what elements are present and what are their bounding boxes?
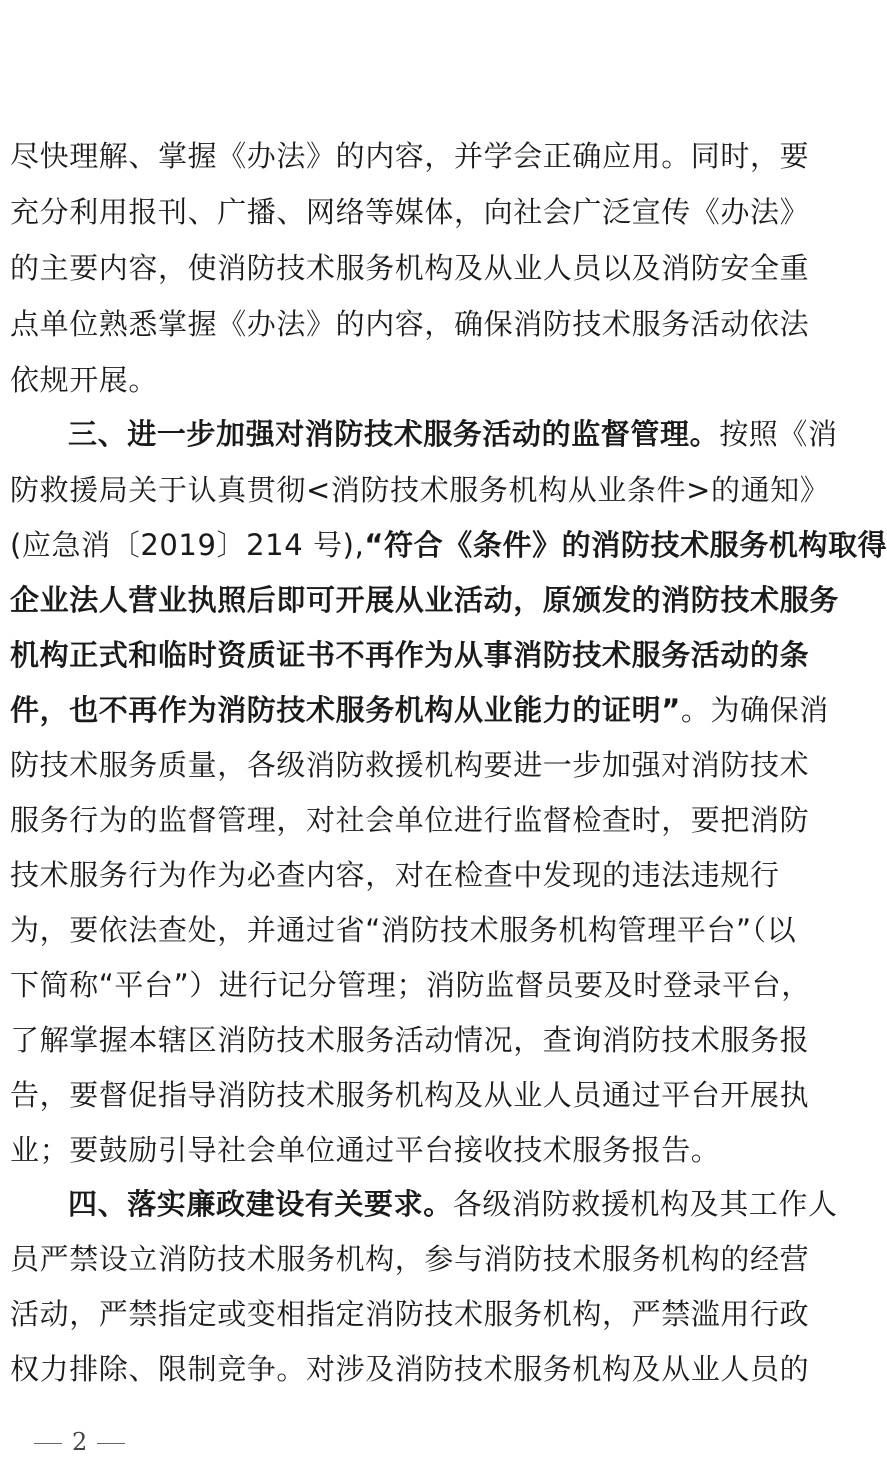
- line-text: 各级消防救援机构及其工作人: [452, 1187, 838, 1221]
- section-four-heading: 四、落实廉政建设有关要求。: [68, 1187, 453, 1221]
- line-text: 机构正式和临时资质证书不再作为从事消防技术服务活动的条: [10, 638, 810, 672]
- bold-quote: 件，也不再作为消防技术服务机构从业能力的证明”: [10, 693, 681, 727]
- line-text: 为，要依法查处，并通过省“消防技术服务机构管理平台”（以: [10, 913, 797, 947]
- line-text: 防技术服务质量，各级消防救援机构要进一步加强对消防技术: [10, 748, 810, 782]
- body-line: [10, 296, 822, 352]
- line-text: 服务行为的监督管理，对社会单位进行监督检查时，要把消防: [10, 803, 810, 837]
- line-text: 企业法人营业执照后即可开展从业活动，原颁发的消防技术服务: [10, 583, 839, 617]
- line-text: 业；要鼓励引导社会单位通过平台接收技术服务报告。: [10, 1133, 721, 1167]
- line-text: 尽快理解、掌握《办法》的内容，并学会正确应用。同时，要: [10, 139, 810, 173]
- body-line: [10, 1122, 822, 1178]
- line-text: 。为确保消: [680, 693, 829, 727]
- line-text: 的主要内容，使消防技术服务机构及从业人员以及消防安全重: [10, 251, 810, 285]
- body-line: [10, 792, 822, 848]
- footer-dash-left: [34, 1443, 62, 1444]
- body-line: [10, 737, 822, 793]
- line-text: 下简称“平台”）进行记分管理；消防监督员要及时登录平台，: [10, 968, 811, 1002]
- line-text: 活动，严禁指定或变相指定消防技术服务机构，严禁滥用行政: [10, 1297, 810, 1331]
- page-footer: [34, 1424, 125, 1460]
- line-text: (应急消〔2019〕214 号),: [10, 528, 365, 562]
- body-line: [10, 682, 829, 738]
- body-line: [10, 847, 822, 903]
- bold-quote-line: [10, 572, 839, 628]
- body-line: [10, 1067, 822, 1123]
- line-text: 技术服务行为作为必查内容，对在检查中发现的违法违规行: [10, 858, 780, 892]
- line-text: 员严禁设立消防技术服务机构，参与消防技术服务机构的经营: [10, 1242, 810, 1276]
- line-text: 了解掌握本辖区消防技术服务活动情况，查询消防技术服务报: [10, 1023, 810, 1057]
- line-text: 防救援局关于认真贯彻<消防技术服务机构从业条件>的通知》: [10, 473, 830, 507]
- body-line: [10, 240, 822, 296]
- line-text: 点单位熟悉掌握《办法》的内容，确保消防技术服务活动依法: [10, 307, 810, 341]
- line-text: 告，要督促指导消防技术服务机构及从业人员通过平台开展执: [10, 1078, 810, 1112]
- body-line: [10, 1286, 822, 1342]
- body-line: [10, 128, 822, 184]
- bold-quote-line: [10, 627, 822, 683]
- line-text: 按照《消: [719, 417, 838, 451]
- section-three-heading: 三、进一步加强对消防技术服务活动的监督管理。: [68, 417, 720, 451]
- body-line: [10, 184, 822, 240]
- body-line: [10, 1231, 822, 1287]
- body-line: [10, 957, 822, 1013]
- body-line: [10, 352, 822, 408]
- footer-dash-right: [97, 1443, 125, 1444]
- body-line: [10, 517, 887, 573]
- body-line: [10, 1341, 822, 1397]
- body-line: [10, 1012, 822, 1068]
- body-line: [10, 462, 830, 518]
- page-number: 2: [72, 1428, 88, 1456]
- section-four-heading-line: [68, 1176, 838, 1232]
- line-text: 依规开展。: [10, 363, 159, 397]
- body-line: [10, 902, 822, 958]
- section-three-heading-line: [68, 406, 838, 462]
- bold-quote: “符合《条件》的消防技术服务机构取得: [364, 528, 887, 562]
- line-text: 权力排除、限制竞争。对涉及消防技术服务机构及从业人员的: [10, 1352, 810, 1386]
- line-text: 充分利用报刊、广播、网络等媒体，向社会广泛宣传《办法》: [10, 195, 810, 229]
